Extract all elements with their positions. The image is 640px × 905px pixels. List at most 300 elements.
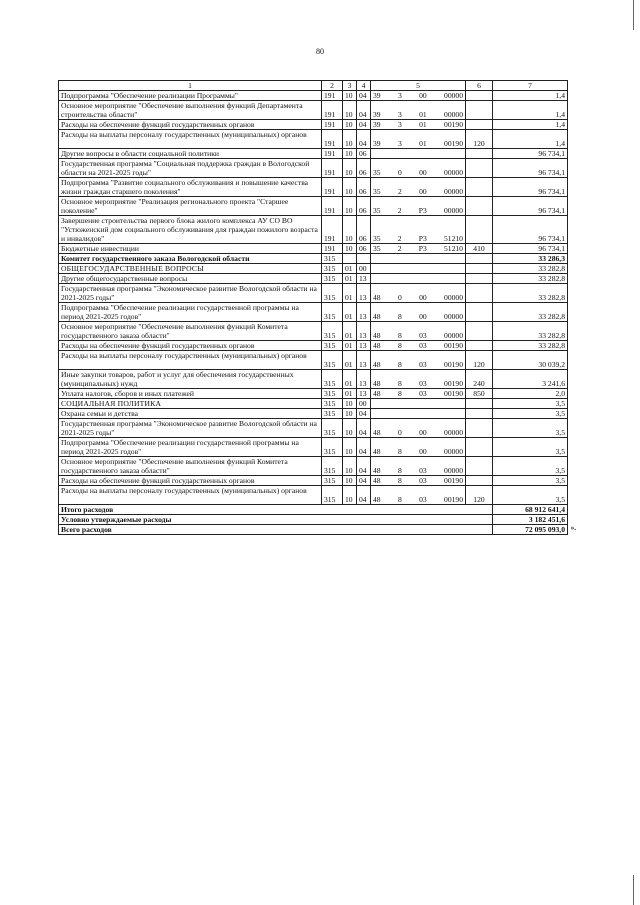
total-row [59, 524, 568, 534]
row-target-cell [371, 243, 466, 253]
target-code-part: 00000 [444, 91, 463, 100]
row-rz-cell: 10 [343, 243, 357, 253]
target-code-part: 03 [419, 340, 427, 350]
target-code-part: 39 [373, 120, 381, 129]
row-ved-cell: 315 [322, 398, 343, 408]
target-code-part: 03 [419, 359, 427, 369]
row-name-cell: Уплата налогов, сборов и иных платежей [59, 388, 322, 398]
target-code-part: 00000 [444, 465, 463, 475]
table-row [59, 253, 568, 263]
row-name-cell: Расходы на обеспечение функций государственных органов [59, 475, 322, 485]
target-code [373, 120, 463, 129]
target-code-part: 00000 [444, 330, 463, 340]
row-sum-cell: 3,5 [493, 475, 568, 485]
row-target-cell [371, 456, 466, 475]
row-ved-cell: 191 [322, 177, 343, 196]
target-code [373, 360, 463, 369]
row-pr-cell: 06 [357, 243, 371, 253]
target-code [373, 447, 463, 456]
row-ved-cell: 191 [322, 130, 343, 149]
row-target-cell [371, 437, 466, 456]
target-code-part: 8 [397, 475, 402, 485]
target-code-part: 3 [397, 138, 402, 148]
row-sum-cell: 96 734,1 [493, 196, 568, 215]
row-pr-cell: 06 [357, 148, 371, 158]
target-code [373, 428, 463, 437]
target-code-part: 03 [419, 388, 427, 398]
row-pr-cell: 04 [357, 485, 371, 504]
table-row [59, 350, 568, 369]
target-code-part: 03 [419, 330, 427, 340]
row-name-cell: Основное мероприятие "Обеспечение выполнения функций Комитета государственного заказа области" [59, 321, 322, 340]
row-rz-cell: 10 [343, 177, 357, 196]
row-pr-cell: 06 [357, 177, 371, 196]
row-name-cell: Расходы на выплаты персоналу государственных (муниципальных) органов [59, 350, 322, 369]
row-target-cell [371, 485, 466, 504]
row-sum-cell: 33 282,8 [493, 283, 568, 302]
total-value [493, 523, 576, 534]
row-pr-cell: 06 [357, 158, 371, 177]
row-rz-cell: 10 [343, 456, 357, 475]
target-code-part: 00000 [444, 167, 463, 177]
header-cell: 6 [466, 81, 493, 91]
row-name-cell: Расходы на выплаты персоналу государственных (муниципальных) органов [59, 130, 322, 149]
row-rz-cell: 10 [343, 418, 357, 437]
header-cell: 4 [357, 81, 371, 91]
table-row [59, 263, 568, 273]
target-code-part: 48 [373, 311, 381, 321]
row-pr-cell: 04 [357, 437, 371, 456]
row-name-cell: Охрана семьи и детства [59, 408, 322, 418]
header-cell: 1 [59, 81, 322, 91]
row-target-cell [371, 302, 466, 321]
row-vr-cell [466, 418, 493, 437]
scan-edge-mark-top [633, 0, 634, 30]
target-code-part: 00 [419, 311, 427, 321]
row-rz-cell: 10 [343, 91, 357, 101]
row-pr-cell: 04 [357, 475, 371, 485]
target-code-part: P3 [418, 243, 427, 253]
target-code [373, 379, 463, 388]
target-code-part: 8 [397, 340, 402, 350]
row-sum-cell: 3 241,6 [493, 369, 568, 388]
row-sum-cell: 2,0 [493, 388, 568, 398]
target-code-part: 00 [419, 292, 427, 302]
target-code-part: 00 [419, 427, 427, 437]
row-target-cell [371, 120, 466, 130]
row-vr-cell [466, 273, 493, 283]
target-code-part: 8 [397, 388, 402, 398]
target-code [373, 331, 463, 340]
target-code-part: 00190 [444, 388, 463, 398]
table-row [59, 215, 568, 243]
row-sum-cell: 33 282,8 [493, 340, 568, 350]
row-name-cell: Расходы на выплаты персоналу государственных (муниципальных) органов [59, 485, 322, 504]
row-rz-cell: 10 [343, 196, 357, 215]
row-name-cell: Подпрограмма "Развитие социального обслуживания и повышение качества жизни граждан старшего поколения" [59, 177, 322, 196]
row-vr-cell [466, 253, 493, 263]
target-code-part: 51210 [443, 243, 463, 253]
target-code-part: 2 [397, 186, 402, 196]
row-vr-cell [466, 321, 493, 340]
row-pr-cell: 04 [357, 120, 371, 130]
table-row [59, 243, 568, 253]
target-code-part: 48 [373, 388, 381, 398]
page-number: 80 [316, 47, 324, 56]
target-code-part: 00 [419, 186, 427, 196]
row-target-cell [371, 196, 466, 215]
row-target-cell [371, 263, 466, 273]
target-code [373, 389, 463, 398]
target-code-part: P3 [418, 205, 427, 215]
target-code-part: 00190 [444, 340, 463, 350]
row-target-cell [371, 408, 466, 418]
table-row [59, 456, 568, 475]
row-rz-cell: 10 [343, 215, 357, 243]
table-row [59, 148, 568, 158]
target-code-part: 48 [373, 340, 381, 350]
row-name-cell: Расходы на обеспечение функций государственных органов [59, 340, 322, 350]
row-vr-cell [466, 177, 493, 196]
row-target-cell [371, 350, 466, 369]
target-code [373, 139, 463, 148]
target-code-part: 00190 [444, 378, 463, 388]
target-code [373, 187, 463, 196]
table-row [59, 398, 568, 408]
row-sum-cell: 1,4 [493, 130, 568, 149]
row-vr-cell [466, 408, 493, 418]
target-code [373, 341, 463, 350]
row-sum-cell: 33 282,8 [493, 263, 568, 273]
target-code-part: 8 [397, 494, 402, 504]
row-sum-cell: 33 286,3 [493, 253, 568, 263]
row-pr-cell: 13 [357, 321, 371, 340]
table-row [59, 321, 568, 340]
row-target-cell [371, 283, 466, 302]
row-sum-cell: 30 039,2 [493, 350, 568, 369]
target-code [373, 234, 463, 243]
table-row [59, 177, 568, 196]
target-code-part: 0 [397, 167, 402, 177]
target-code-part: 35 [373, 243, 381, 253]
target-code-part: 48 [373, 378, 381, 388]
row-vr-cell [466, 437, 493, 456]
row-rz-cell: 10 [343, 485, 357, 504]
row-ved-cell: 315 [322, 418, 343, 437]
target-code [373, 466, 463, 475]
target-code-part: 00190 [444, 138, 463, 148]
row-pr-cell: 04 [357, 91, 371, 101]
row-rz-cell: 01 [343, 321, 357, 340]
table-row [59, 340, 568, 350]
target-code-part: 48 [373, 292, 381, 302]
target-code-part: 3 [397, 91, 402, 100]
target-code-part: 03 [419, 465, 427, 475]
row-name-cell: Подпрограмма "Обеспечение реализации государственной программы на период 2021-2025 годов" [59, 302, 322, 321]
target-code-part: 48 [373, 427, 381, 437]
target-code-part: 03 [419, 475, 427, 485]
table-row [59, 196, 568, 215]
target-code-part: 8 [397, 359, 402, 369]
row-vr-cell [466, 215, 493, 243]
row-vr-cell [466, 283, 493, 302]
table-row [59, 485, 568, 504]
row-rz-cell: 10 [343, 475, 357, 485]
row-rz-cell: 01 [343, 369, 357, 388]
total-value: 68 912 641,4 [493, 504, 568, 514]
target-code-part: 8 [397, 378, 402, 388]
row-rz-cell: 01 [343, 283, 357, 302]
row-pr-cell: 04 [357, 456, 371, 475]
row-vr-cell [466, 158, 493, 177]
target-code-part: 35 [373, 233, 381, 243]
row-sum-cell: 3,5 [493, 398, 568, 408]
target-code-part: 00000 [444, 311, 463, 321]
target-code-part: 00 [419, 167, 427, 177]
row-vr-cell: 120 [466, 350, 493, 369]
row-vr-cell: 120 [466, 485, 493, 504]
row-ved-cell: 315 [322, 408, 343, 418]
total-label: Итого расходов [59, 504, 493, 514]
row-rz-cell: 10 [343, 158, 357, 177]
table-row [59, 408, 568, 418]
target-code-part: 48 [373, 359, 381, 369]
row-name-cell: Подпрограмма "Обеспечение реализации государственной программы на период 2021-2025 годов" [59, 437, 322, 456]
row-name-cell: Иные закупки товаров, работ и услуг для обеспечения государственных (муниципальных) нужд [59, 369, 322, 388]
row-name-cell: СОЦИАЛЬНАЯ ПОЛИТИКА [59, 398, 322, 408]
row-sum-cell: 96 734,1 [493, 243, 568, 253]
row-name-cell: Расходы на обеспечение функций государственных органов [59, 120, 322, 130]
target-code-part: 00 [419, 91, 427, 100]
target-code-part: 01 [419, 110, 427, 119]
target-code-part: 00000 [444, 110, 463, 119]
row-pr-cell: 04 [357, 101, 371, 120]
row-ved-cell: 191 [322, 101, 343, 120]
row-rz-cell: 01 [343, 273, 357, 283]
target-code-part: 2 [397, 205, 402, 215]
target-code-part: 00 [419, 446, 427, 456]
row-target-cell [371, 158, 466, 177]
target-code-part: 00000 [444, 427, 463, 437]
row-pr-cell: 04 [357, 130, 371, 149]
row-name-cell: Другие вопросы в области социальной политики [59, 148, 322, 158]
target-code-part: 2 [397, 233, 402, 243]
table-row [59, 437, 568, 456]
row-rz-cell: 01 [343, 263, 357, 273]
row-name-cell: Основное мероприятие "Обеспечение выполнения функций Департамента строительства области" [59, 101, 322, 120]
row-target-cell [371, 101, 466, 120]
target-code-part: 8 [397, 446, 402, 456]
row-pr-cell: 13 [357, 302, 371, 321]
table-row [59, 120, 568, 130]
row-vr-cell [466, 91, 493, 101]
row-ved-cell: 191 [322, 158, 343, 177]
row-target-cell [371, 253, 466, 263]
row-target-cell [371, 91, 466, 101]
target-code-part: 3 [397, 120, 402, 129]
row-target-cell [371, 475, 466, 485]
row-rz-cell: 01 [343, 350, 357, 369]
target-code-part: 35 [373, 205, 381, 215]
target-code-part: 48 [373, 494, 381, 504]
table-row [59, 475, 568, 485]
row-ved-cell: 315 [322, 273, 343, 283]
row-vr-cell: 850 [466, 388, 493, 398]
row-ved-cell: 315 [322, 475, 343, 485]
row-vr-cell [466, 263, 493, 273]
target-code [373, 110, 463, 119]
target-code-part: 2 [397, 243, 402, 253]
row-sum-cell: 33 282,8 [493, 302, 568, 321]
table-row [59, 91, 568, 101]
row-rz-cell: 10 [343, 148, 357, 158]
row-rz-cell [343, 253, 357, 263]
row-ved-cell: 315 [322, 437, 343, 456]
row-target-cell [371, 148, 466, 158]
row-vr-cell: 410 [466, 243, 493, 253]
target-code-part: 00190 [444, 475, 463, 485]
table-row [59, 158, 568, 177]
row-vr-cell: 120 [466, 130, 493, 149]
table-row [59, 130, 568, 149]
table-header-row [59, 81, 568, 91]
row-vr-cell [466, 398, 493, 408]
row-rz-cell: 10 [343, 398, 357, 408]
row-ved-cell: 315 [322, 388, 343, 398]
row-name-cell: Подпрограмма "Обеспечение реализации Программы" [59, 91, 322, 101]
target-code-part: 00000 [444, 292, 463, 302]
target-code-part: 00000 [444, 186, 463, 196]
row-pr-cell: 13 [357, 273, 371, 283]
row-sum-cell: 1,4 [493, 120, 568, 130]
row-ved-cell: 315 [322, 485, 343, 504]
target-code [373, 293, 463, 302]
row-pr-cell: 00 [357, 263, 371, 273]
target-code [373, 312, 463, 321]
row-rz-cell: 10 [343, 408, 357, 418]
table-row [59, 283, 568, 302]
budget-table [58, 80, 576, 535]
total-row [59, 504, 568, 514]
row-ved-cell: 191 [322, 196, 343, 215]
total-value: 3 182 451,6 [493, 514, 568, 524]
target-code-part: 48 [373, 330, 381, 340]
row-rz-cell: 01 [343, 302, 357, 321]
target-code-part: 03 [419, 494, 427, 504]
row-ved-cell: 315 [322, 340, 343, 350]
header-cell: 5 [371, 81, 466, 91]
row-sum-cell: 1,4 [493, 91, 568, 101]
row-sum-cell: 96 734,1 [493, 148, 568, 158]
row-ved-cell: 315 [322, 302, 343, 321]
row-sum-cell: 3,5 [493, 437, 568, 456]
target-code-part: 8 [397, 311, 402, 321]
row-target-cell [371, 340, 466, 350]
row-rz-cell: 10 [343, 120, 357, 130]
row-ved-cell: 191 [322, 215, 343, 243]
scan-edge-mark-bottom [633, 875, 634, 905]
end-mark: ». [570, 523, 576, 532]
target-code-part: 8 [397, 465, 402, 475]
total-label: Всего расходов [59, 524, 493, 534]
table-row [59, 369, 568, 388]
row-vr-cell [466, 475, 493, 485]
row-target-cell [371, 130, 466, 149]
row-target-cell [371, 215, 466, 243]
table-row [59, 273, 568, 283]
row-sum-cell: 3,5 [493, 408, 568, 418]
row-name-cell: Основное мероприятие "Обеспечение выполнения функций Комитета государственного заказа области" [59, 456, 322, 475]
target-code-part: P3 [418, 233, 427, 243]
row-ved-cell: 191 [322, 148, 343, 158]
total-value-text: 72 095 093,0 [525, 524, 565, 534]
row-ved-cell: 191 [322, 91, 343, 101]
row-vr-cell [466, 196, 493, 215]
row-ved-cell: 315 [322, 456, 343, 475]
row-vr-cell [466, 302, 493, 321]
target-code-part: 39 [373, 110, 381, 119]
row-target-cell [371, 273, 466, 283]
target-code-part: 35 [373, 186, 381, 196]
row-pr-cell: 13 [357, 350, 371, 369]
row-pr-cell: 13 [357, 388, 371, 398]
row-ved-cell: 191 [322, 243, 343, 253]
row-name-cell: Бюджетные инвестиции [59, 243, 322, 253]
row-vr-cell [466, 101, 493, 120]
row-pr-cell: 04 [357, 418, 371, 437]
row-ved-cell: 315 [322, 253, 343, 263]
target-code-part: 00000 [444, 446, 463, 456]
row-pr-cell: 00 [357, 398, 371, 408]
row-rz-cell: 01 [343, 388, 357, 398]
row-ved-cell: 315 [322, 263, 343, 273]
row-target-cell [371, 177, 466, 196]
target-code [373, 91, 463, 100]
row-target-cell [371, 418, 466, 437]
target-code-part: 00190 [444, 120, 463, 129]
row-rz-cell: 01 [343, 340, 357, 350]
row-vr-cell [466, 456, 493, 475]
target-code-part: 00190 [444, 359, 463, 369]
row-name-cell: Государственная программа "Экономическое развитие Вологодской области на 2021-2025 годы" [59, 283, 322, 302]
row-sum-cell: 96 734,1 [493, 215, 568, 243]
row-ved-cell: 315 [322, 350, 343, 369]
row-rz-cell: 10 [343, 101, 357, 120]
target-code-part: 0 [397, 292, 402, 302]
row-pr-cell: 06 [357, 196, 371, 215]
row-ved-cell: 315 [322, 321, 343, 340]
total-row [59, 514, 568, 524]
row-sum-cell: 3,5 [493, 456, 568, 475]
target-code [373, 476, 463, 485]
row-sum-cell: 3,5 [493, 418, 568, 437]
row-vr-cell [466, 120, 493, 130]
table-row [59, 302, 568, 321]
row-name-cell: Завершение строительства первого блока жилого комплекса АУ СО ВО "Устюженский дом социального обслуживания для граждан пожилого возраста и инвалидов" [59, 215, 322, 243]
target-code-part: 48 [373, 465, 381, 475]
row-sum-cell: 3,5 [493, 485, 568, 504]
row-ved-cell: 315 [322, 283, 343, 302]
row-target-cell [371, 388, 466, 398]
row-pr-cell: 04 [357, 408, 371, 418]
table-row [59, 388, 568, 398]
row-target-cell [371, 321, 466, 340]
row-name-cell: Государственная программа "Экономическое развитие Вологодской области на 2021-2025 годы" [59, 418, 322, 437]
target-code [373, 244, 463, 253]
target-code-part: 0 [397, 427, 402, 437]
row-name-cell: Другие общегосударственные вопросы [59, 273, 322, 283]
header-cell: 7 [493, 81, 568, 91]
